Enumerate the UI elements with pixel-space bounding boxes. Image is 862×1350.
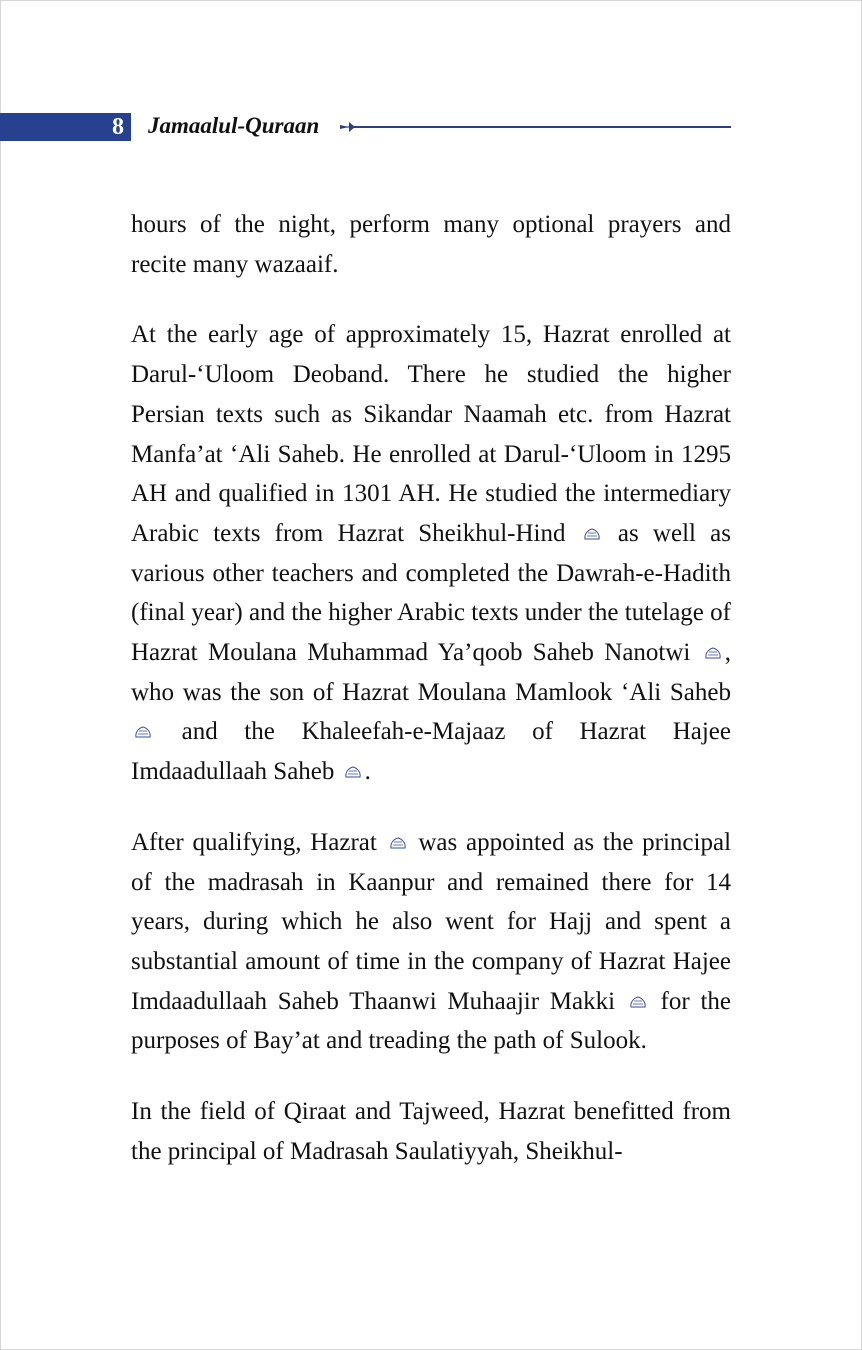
text-segment: After qualifying, Hazrat — [131, 828, 377, 856]
text-segment: At the early age of approximately 15, Hazrat enrolled at Darul-‘Uloom Deoband. There he studied the higher Persian texts such as Sikandar Naamah etc. from Hazrat Manfa’at ‘Ali Saheb. He enrolled at Darul-‘Uloom in 1295 AH and qualified in 1301 AH. He studied the intermediary Arabic texts from Hazrat Sheikhul-Hind — [131, 321, 731, 547]
text-segment: hours of the night, perform many optional prayers and recite many wazaaif. — [131, 211, 731, 278]
text-segment: for the purposes of Bay’at and treading the path of Sulook. — [131, 987, 731, 1055]
running-title: Jamaalul-Quraan — [148, 113, 320, 138]
text-segment: and the Khaleefah-e-Majaaz of Hazrat Hajee Imdaadullaah Saheb — [131, 718, 731, 786]
paragraph — [131, 823, 731, 1061]
body-text — [131, 205, 731, 1202]
page-number: 8 — [112, 114, 124, 140]
paragraph — [131, 1092, 731, 1171]
header-rule — [354, 126, 731, 128]
rahmatullah-alayh-calligraphy-icon — [703, 645, 723, 661]
rahmatullah-alayh-calligraphy-icon — [628, 994, 648, 1010]
text-segment: , who was the son of Hazrat Moulana Mamlook ‘Ali Saheb — [131, 639, 731, 706]
rahmatullah-alayh-calligraphy-icon — [133, 724, 153, 740]
text-segment: as well as various other teachers and completed the Dawrah-e-Hadith (final year) and the higher Arabic texts under the tutelage of Hazrat Moulana Muhammad Ya’qoob Saheb Nanotwi — [131, 519, 731, 667]
rahmatullah-alayh-calligraphy-icon — [343, 764, 363, 780]
text-segment: In the field of Qiraat and Tajweed, Hazrat benefitted from the principal of Madrasah Saulatiyyah, Sheikhul- — [131, 1098, 731, 1165]
paragraph — [131, 315, 731, 791]
rahmatullah-alayh-calligraphy-icon — [582, 526, 602, 542]
paragraph — [131, 205, 731, 284]
text-segment: was appointed as the principal of the madrasah in Kaanpur and remained there for 14 years, during which he also went for Hajj and spent a substantial amount of time in the company of Hazrat Hajee Imdaadullaah Saheb Thaanwi Muhaajir Makki — [131, 828, 732, 1015]
text-segment: . — [364, 758, 371, 786]
rahmatullah-alayh-calligraphy-icon — [388, 835, 408, 851]
